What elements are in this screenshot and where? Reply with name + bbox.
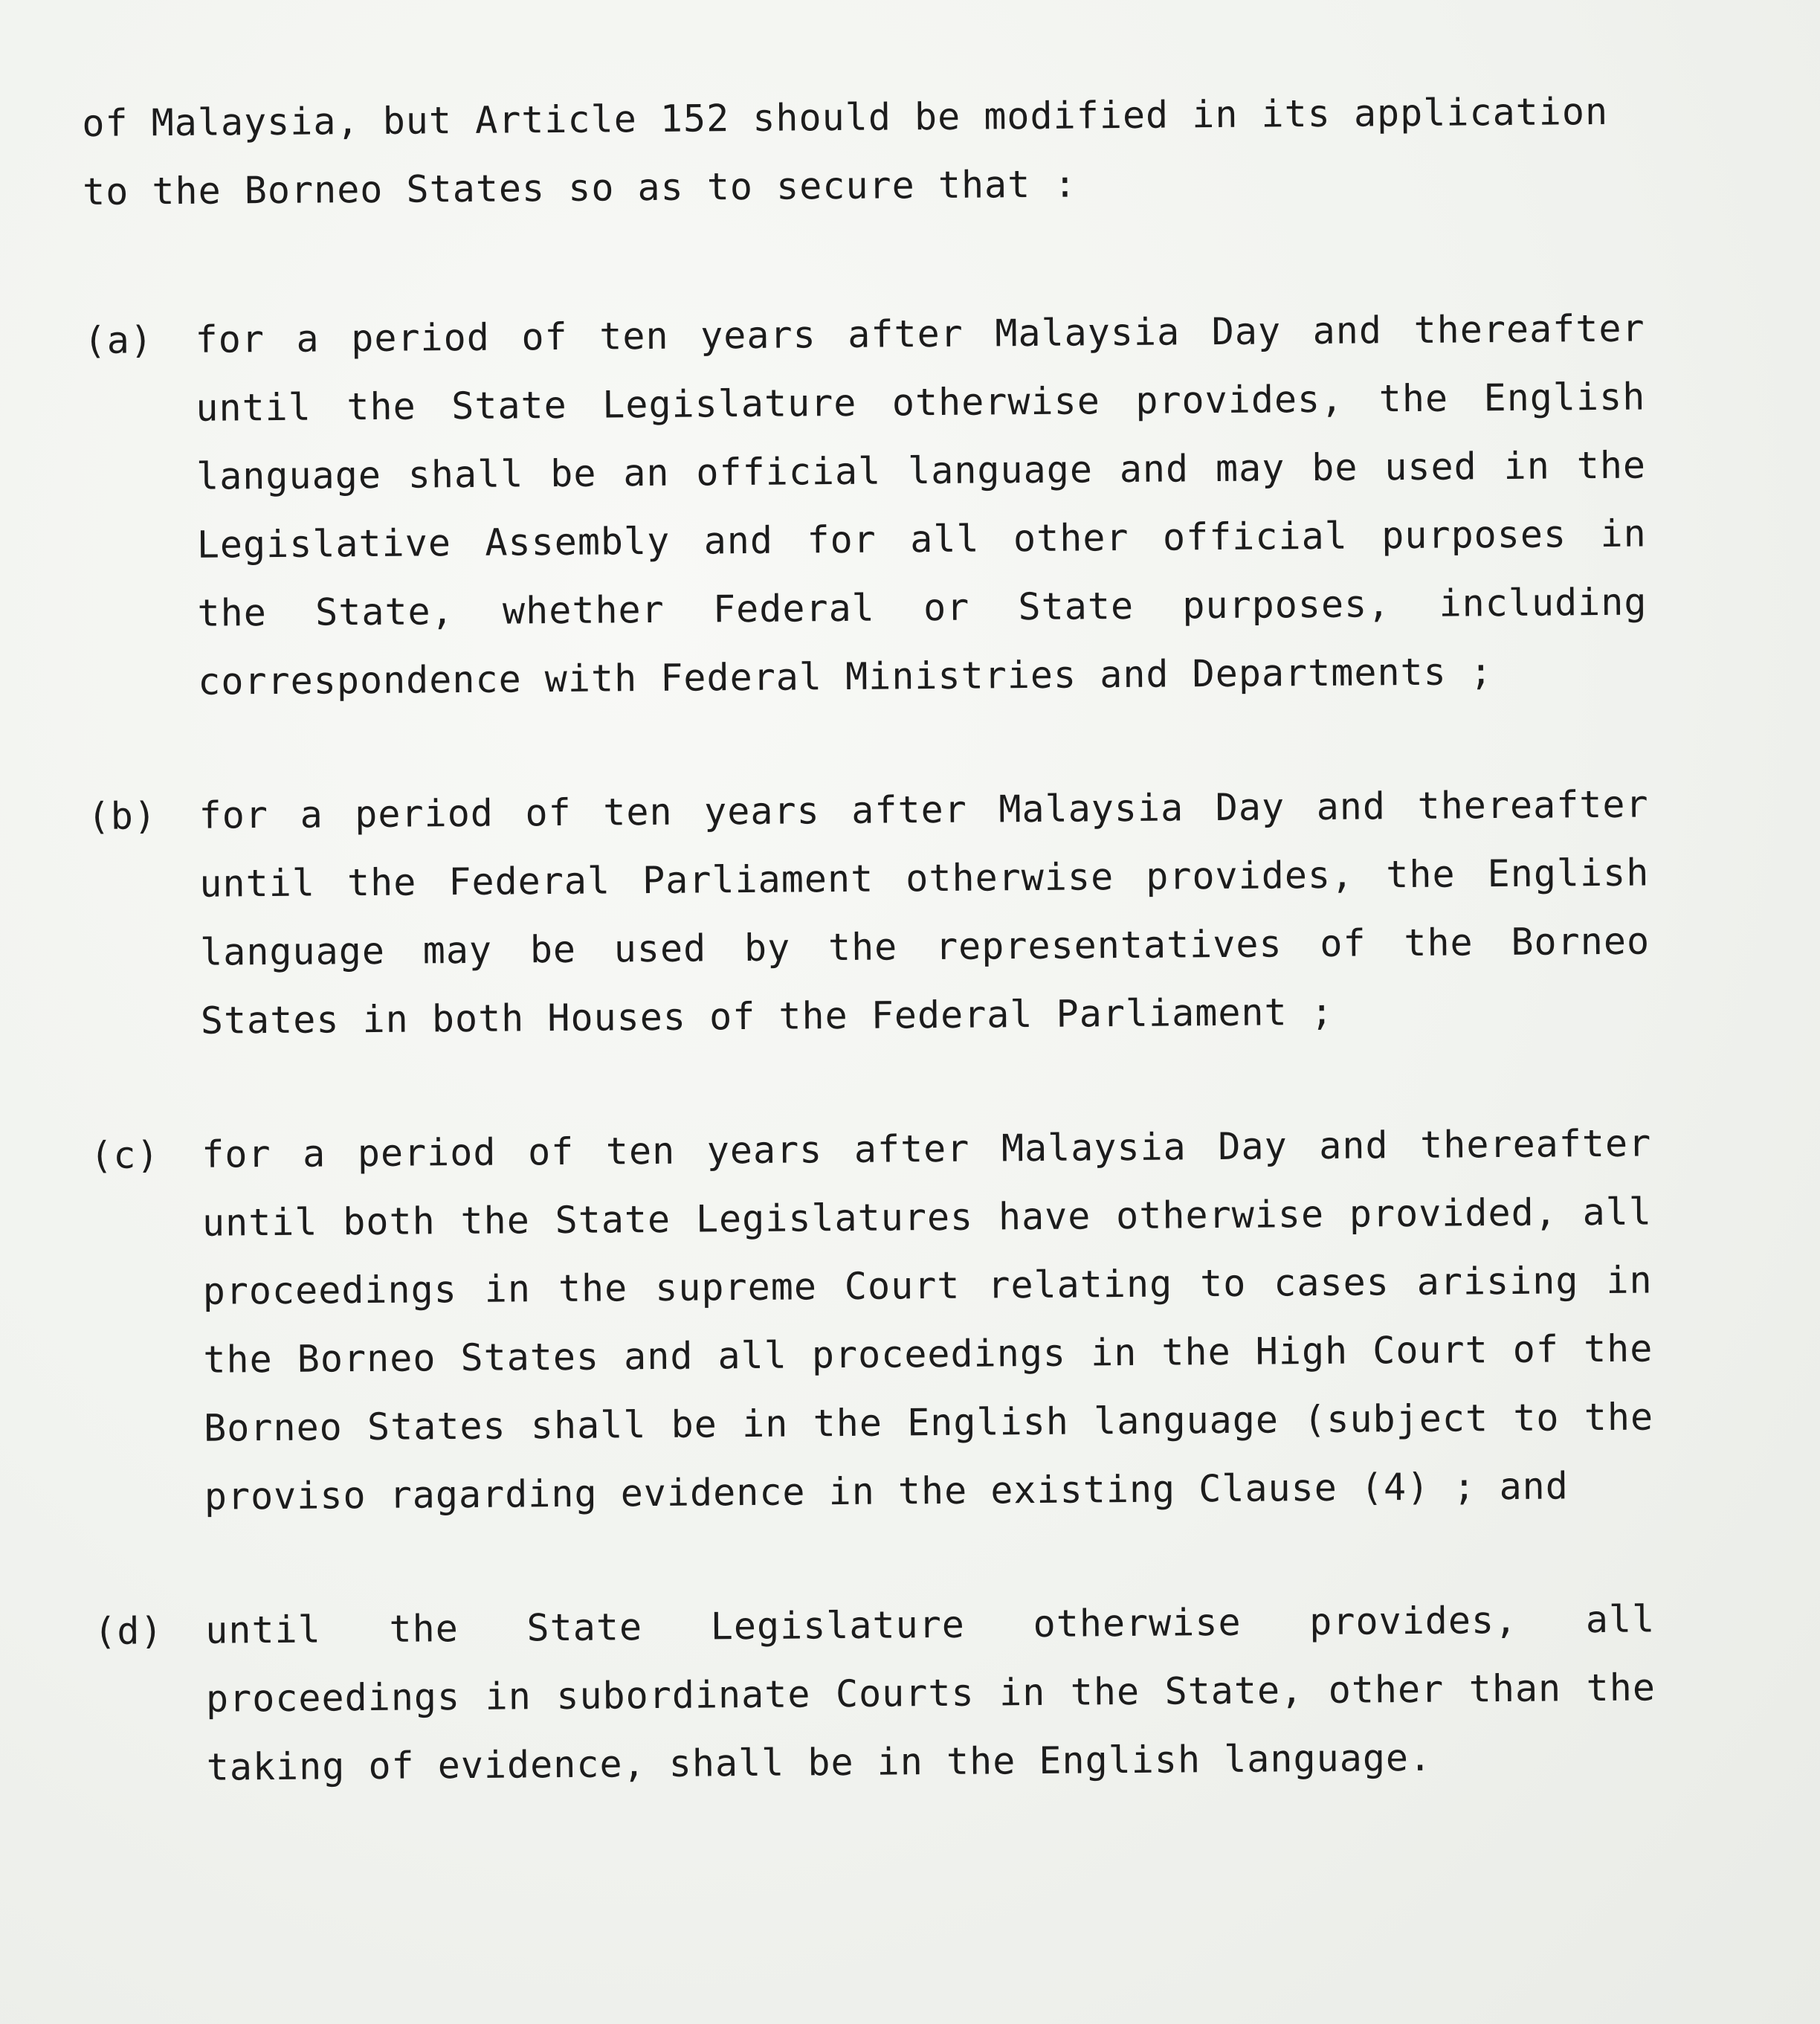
clause-label: (c): [90, 1133, 160, 1177]
clause-text: for a period of ten years after Malaysia Day and thereafter until the Federal Parliament otherwise provides, the English language may be used by the representatives of the Borneo States in both Houses of the Federal Parliament ;: [199, 782, 1650, 1042]
clause-d: [94, 1585, 1716, 1802]
typed-sheet: [82, 77, 1717, 1868]
clause-list: [83, 294, 1716, 1802]
clause-c: [90, 1109, 1714, 1532]
clause-label: (b): [87, 794, 158, 838]
clause-label: (d): [94, 1609, 164, 1653]
intro-paragraph: of Malaysia, but Article 152 should be modified in its application to the Borneo States so as to secure that :: [82, 89, 1609, 213]
clause-b: [87, 770, 1710, 1056]
clause-text: for a period of ten years after Malaysia Day and thereafter until both the State Legislatures have otherwise provided, all proceedings in the supreme Court relating to cases arising in the Borneo States and all proceedings in the High Court of the Borneo States shall be in the English language (subject to the proviso ragarding evidence in the existing Clause (4) ; and: [201, 1121, 1654, 1518]
clause-text: for a period of ten years after Malaysia Day and thereafter until the State Legislature otherwise provides, the English language shall be an official language and may be used in the Legislative Assembly and for all other official purposes in the State, whether Federal or State purposes, including correspondence with Federal Ministries and Departments ;: [195, 306, 1648, 703]
clause-label: (a): [83, 318, 154, 362]
clause-text: until the State Legislature otherwise provides, all proceedings in subordinate Courts in the State, other than the taking of evidence, shall be in the English language.: [205, 1597, 1656, 1789]
clause-a: [83, 294, 1707, 717]
